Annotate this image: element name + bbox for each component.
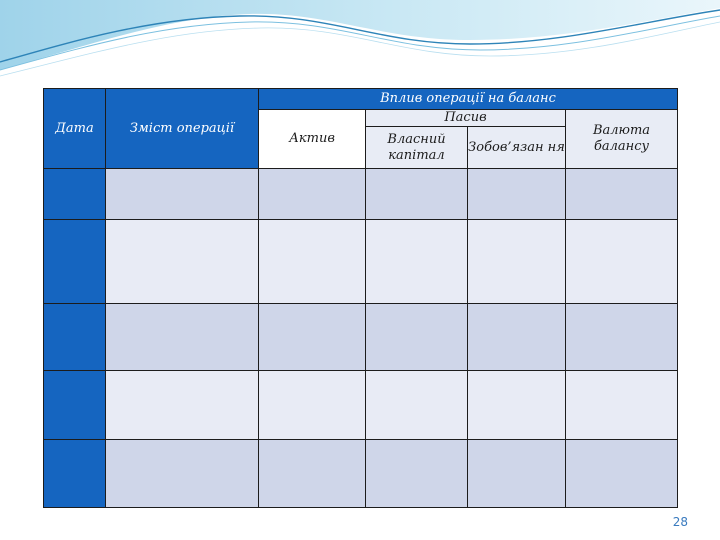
obligations-cell xyxy=(468,371,566,439)
header-obligations: Зобов’язан ня xyxy=(468,127,566,169)
balance-currency-cell xyxy=(566,439,678,507)
asset-cell xyxy=(259,371,366,439)
asset-cell xyxy=(259,169,366,219)
header-content: Зміст операції xyxy=(106,89,259,169)
date-cell xyxy=(44,219,106,303)
table-row xyxy=(44,303,678,370)
equity-cell xyxy=(366,439,468,507)
header-impact: Вплив операції на баланс xyxy=(259,89,678,110)
obligations-cell xyxy=(468,303,566,370)
table-row xyxy=(44,371,678,439)
header-equity: Власний капітал xyxy=(366,127,468,169)
content-cell xyxy=(106,439,259,507)
asset-cell xyxy=(259,439,366,507)
page-number: 28 xyxy=(672,515,688,529)
table-row xyxy=(44,219,678,303)
header-liabilities: Пасив xyxy=(366,110,566,127)
obligations-cell xyxy=(468,169,566,219)
date-cell xyxy=(44,303,106,370)
balance-currency-cell xyxy=(566,219,678,303)
balance-currency-cell xyxy=(566,371,678,439)
header-date: Дата xyxy=(44,89,106,169)
date-cell xyxy=(44,169,106,219)
obligations-cell xyxy=(468,439,566,507)
content-cell xyxy=(106,371,259,439)
equity-cell xyxy=(366,371,468,439)
equity-cell xyxy=(366,303,468,370)
table-row xyxy=(44,439,678,507)
balance-currency-cell xyxy=(566,303,678,370)
decorative-wave-banner xyxy=(0,0,720,90)
balance-currency-cell xyxy=(566,169,678,219)
date-cell xyxy=(44,439,106,507)
content-cell xyxy=(106,219,259,303)
obligations-cell xyxy=(468,219,566,303)
balance-impact-table xyxy=(43,88,678,508)
content-cell xyxy=(106,169,259,219)
asset-cell xyxy=(259,219,366,303)
asset-cell xyxy=(259,303,366,370)
table-row xyxy=(44,169,678,219)
date-cell xyxy=(44,371,106,439)
equity-cell xyxy=(366,219,468,303)
equity-cell xyxy=(366,169,468,219)
header-balance-currency: Валюта балансу xyxy=(566,110,678,169)
header-asset: Актив xyxy=(259,110,366,169)
content-cell xyxy=(106,303,259,370)
